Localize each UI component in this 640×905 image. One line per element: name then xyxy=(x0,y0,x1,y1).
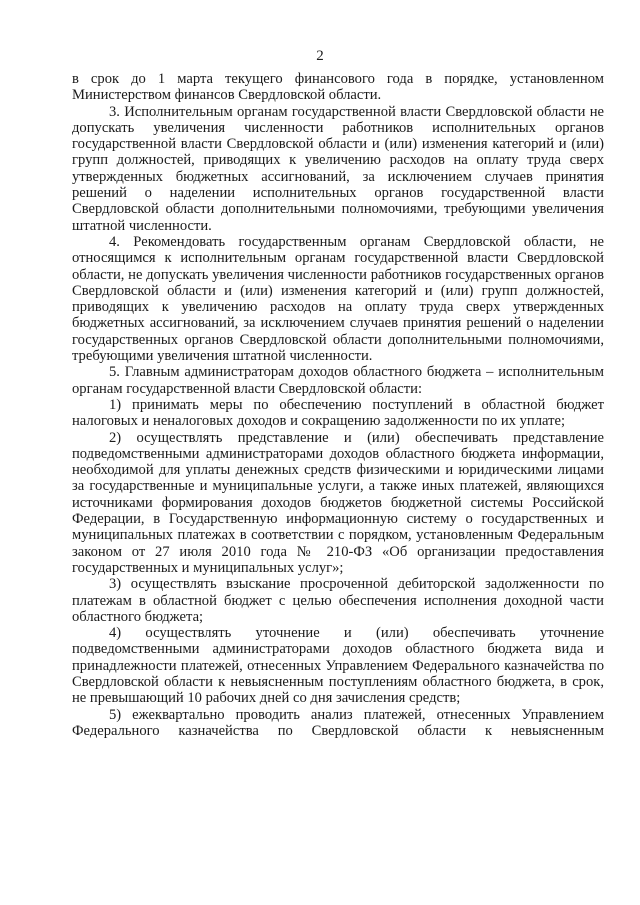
list-item-5: 5) ежеквартально проводить анализ платежей, отнесенных Управлением Федерального казначейства по Свердловской области к невыясненным xyxy=(72,706,604,739)
paragraph-continuation: в срок до 1 марта текущего финансового года в порядке, установленном Министерством финансов Свердловской области. xyxy=(72,71,604,104)
list-item-1: 1) принимать меры по обеспечению поступлений в областной бюджет налоговых и неналоговых доходов и сокращению задолженности по их уплате; xyxy=(72,396,604,430)
list-item-2: 2) осуществлять представление и (или) обеспечивать представление подведомственными администраторами доходов областного бюджета информации, необходимой для уплаты денежных средств физическими и юридическими лицами за государственные и муниципальные услуги, а также иных платежей, являющихся источниками формирования доходов бюджетов бюджетной системы Российской Федерации, в Государственную информационную систему о государственных и муниципальных платежах в соответствии с порядком, установленным Федеральным законом от 27 июля 2010 года № 210-ФЗ «Об организации предоставления государственных и муниципальных услуг»; xyxy=(72,429,604,576)
paragraph-item-5: 5. Главным администраторам доходов областного бюджета – исполнительным органам государственной власти Свердловской области: xyxy=(72,364,604,397)
list-item-3: 3) осуществлять взыскание просроченной дебиторской задолженности по платежам в областной бюджет с целью обеспечения исполнения доходной части областного бюджета; xyxy=(72,576,604,625)
paragraph-item-3: 3. Исполнительным органам государственной власти Свердловской области не допускать увеличения численности работников исполнительных органов государственной власти Свердловской области и (или) изменения категорий и (или) групп должностей, приводящих к увеличению расходов на оплату труда сверх утвержденных бюджетных ассигнований, за исключением случаев принятия решений о наделении исполнительных органов государственной власти Свердловской области дополнительными полномочиями, требующими увеличения штатной численности. xyxy=(72,103,604,234)
paragraph-item-4: 4. Рекомендовать государственным органам Свердловской области, не относящимся к исполнительным органам государственной власти Свердловской области, не допускать увеличения численности работников государственных органов Свердловской области и (или) изменения категорий и (или) групп должностей, приводящих к увеличению расходов на оплату труда сверх утвержденных бюджетных ассигнований, за исключением случаев принятия решений о наделении государственных органов Свердловской области дополнительными полномочиями, требующими увеличения штатной численности. xyxy=(72,233,604,365)
list-item-4: 4) осуществлять уточнение и (или) обеспечивать уточнение подведомственными администраторами доходов областного бюджета вида и принадлежности платежей, отнесенных Управлением Федерального казначейства по Свердловской области к невыясненным поступлениям областного бюджета, в срок, не превышающий 10 рабочих дней со дня зачисления средств; xyxy=(72,625,604,707)
page-number: 2 xyxy=(316,48,324,64)
document-body xyxy=(72,71,604,739)
